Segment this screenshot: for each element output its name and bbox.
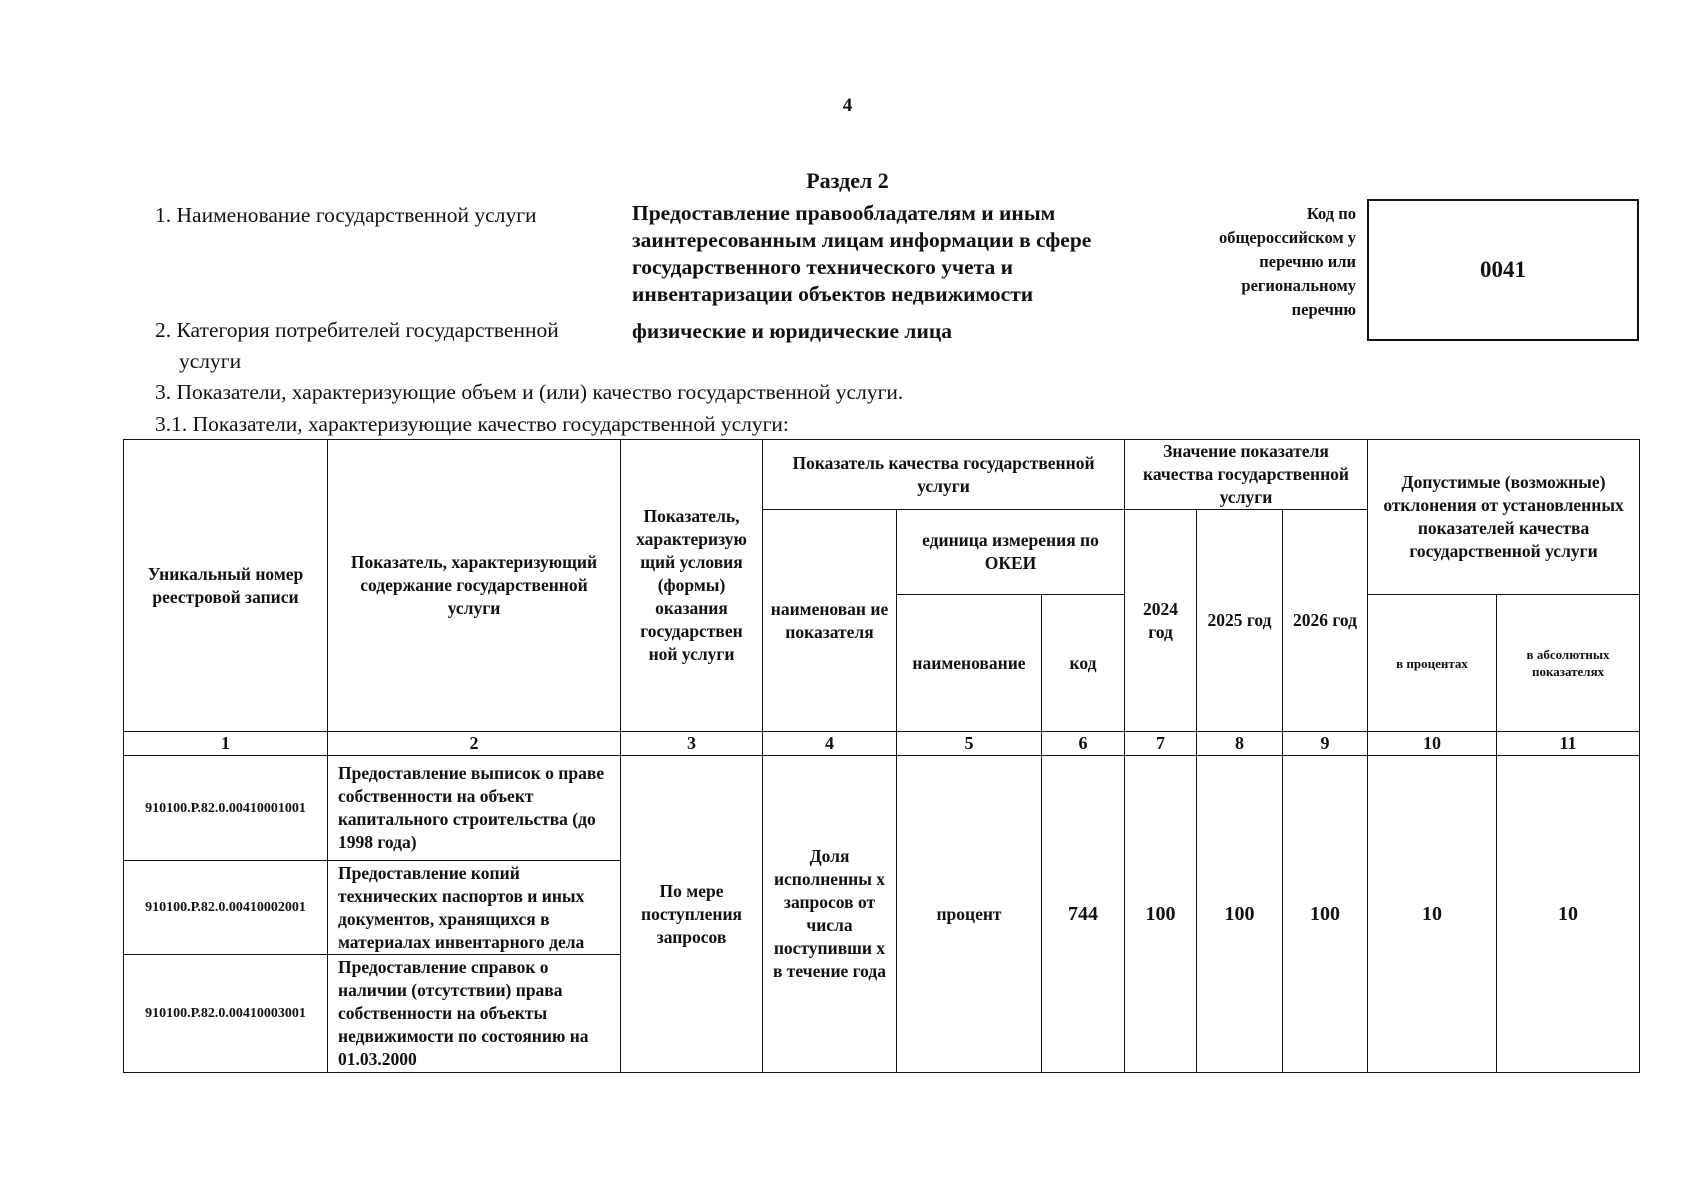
column-number: 6 bbox=[1042, 732, 1125, 756]
header-dev-absolute: в абсолютных показателях bbox=[1497, 595, 1640, 732]
registry-record-code: 910100.Р.82.0.00410003001 bbox=[124, 955, 328, 1073]
page-number: 4 bbox=[842, 95, 853, 116]
deviation-percent: 10 bbox=[1368, 756, 1497, 1073]
header-indicator-name: наименован ие показателя bbox=[763, 510, 897, 732]
service-content: Предоставление копий технических паспортов и иных документов, хранящихся в материалах инвентарного дела bbox=[328, 861, 621, 955]
column-number: 1 bbox=[124, 732, 328, 756]
header-unit-code: код bbox=[1042, 595, 1125, 732]
heading-quality-indicators: 3.1. Показатели, характеризующие качество государственной услуги: bbox=[155, 412, 789, 436]
value-2026: 100 bbox=[1283, 756, 1368, 1073]
consumer-category-label bbox=[155, 315, 625, 377]
unit-name: процент bbox=[897, 756, 1042, 1073]
header-deviations: Допустимые (возможные) отклонения от установленных показателей качества государственной услуги bbox=[1368, 440, 1640, 595]
header-content-indicator: Показатель, характеризующий содержание государственной услуги bbox=[328, 440, 621, 732]
consumer-category-label-line2: услуги bbox=[179, 349, 242, 373]
header-conditions-indicator: Показатель, характеризую щий условия (формы) оказания государствен ной услуги bbox=[621, 440, 763, 732]
service-condition: По мере поступления запросов bbox=[621, 756, 763, 1073]
unit-code: 744 bbox=[1042, 756, 1125, 1073]
header-dev-percent: в процентах bbox=[1368, 595, 1497, 732]
column-number: 9 bbox=[1283, 732, 1368, 756]
header-row-1 bbox=[124, 440, 1640, 510]
value-2024: 100 bbox=[1125, 756, 1197, 1073]
header-year-2024: 2024 год bbox=[1125, 510, 1197, 732]
consumer-category-value: физические и юридические лица bbox=[632, 319, 953, 343]
deviation-absolute: 10 bbox=[1497, 756, 1640, 1073]
column-number: 11 bbox=[1497, 732, 1640, 756]
consumer-category-label-line1: 2. Категория потребителей государственной bbox=[155, 318, 559, 342]
quality-indicators-table bbox=[123, 439, 1640, 1073]
column-number: 2 bbox=[328, 732, 621, 756]
heading-indicators: 3. Показатели, характеризующие объем и (или) качество государственной услуги. bbox=[155, 380, 904, 404]
section-title: Раздел 2 bbox=[806, 168, 889, 193]
column-number: 5 bbox=[897, 732, 1042, 756]
registry-code-box bbox=[1367, 199, 1639, 341]
service-content: Предоставление выписок о праве собственности на объект капитального строительства (до 1998 года) bbox=[328, 756, 621, 861]
header-quality-indicator: Показатель качества государственной услуги bbox=[763, 440, 1125, 510]
column-number-row bbox=[124, 732, 1640, 756]
table-row bbox=[124, 756, 1640, 861]
service-name-label: 1. Наименование государственной услуги bbox=[155, 203, 537, 227]
header-unit-name: наименование bbox=[897, 595, 1042, 732]
registry-code-label: Код по общероссийском у перечню или региональному перечню bbox=[1218, 204, 1356, 319]
header-year-2026: 2026 год bbox=[1283, 510, 1368, 732]
column-number: 7 bbox=[1125, 732, 1197, 756]
header-year-2025: 2025 год bbox=[1197, 510, 1283, 732]
service-name-value: Предоставление правообладателям и иным заинтересованным лицам информации в сфере государственного технического учета и инвентаризации объектов недвижимости bbox=[632, 201, 1092, 306]
header-unique-number: Уникальный номер реестровой записи bbox=[124, 440, 328, 732]
registry-record-code: 910100.Р.82.0.00410001001 bbox=[124, 756, 328, 861]
registry-code-value: 0041 bbox=[1480, 257, 1526, 282]
registry-record-code: 910100.Р.82.0.00410002001 bbox=[124, 861, 328, 955]
quality-indicator-name: Доля исполненны х запросов от числа поступивши х в течение года bbox=[763, 756, 897, 1073]
column-number: 8 bbox=[1197, 732, 1283, 756]
column-number: 4 bbox=[763, 732, 897, 756]
value-2025: 100 bbox=[1197, 756, 1283, 1073]
header-unit-okei: единица измерения по ОКЕИ bbox=[897, 510, 1125, 595]
service-content: Предоставление справок о наличии (отсутствии) права собственности на объекты недвижимости по состоянию на 01.03.2000 bbox=[328, 955, 621, 1073]
column-number: 10 bbox=[1368, 732, 1497, 756]
header-indicator-value: Значение показателя качества государственной услуги bbox=[1125, 440, 1368, 510]
column-number: 3 bbox=[621, 732, 763, 756]
